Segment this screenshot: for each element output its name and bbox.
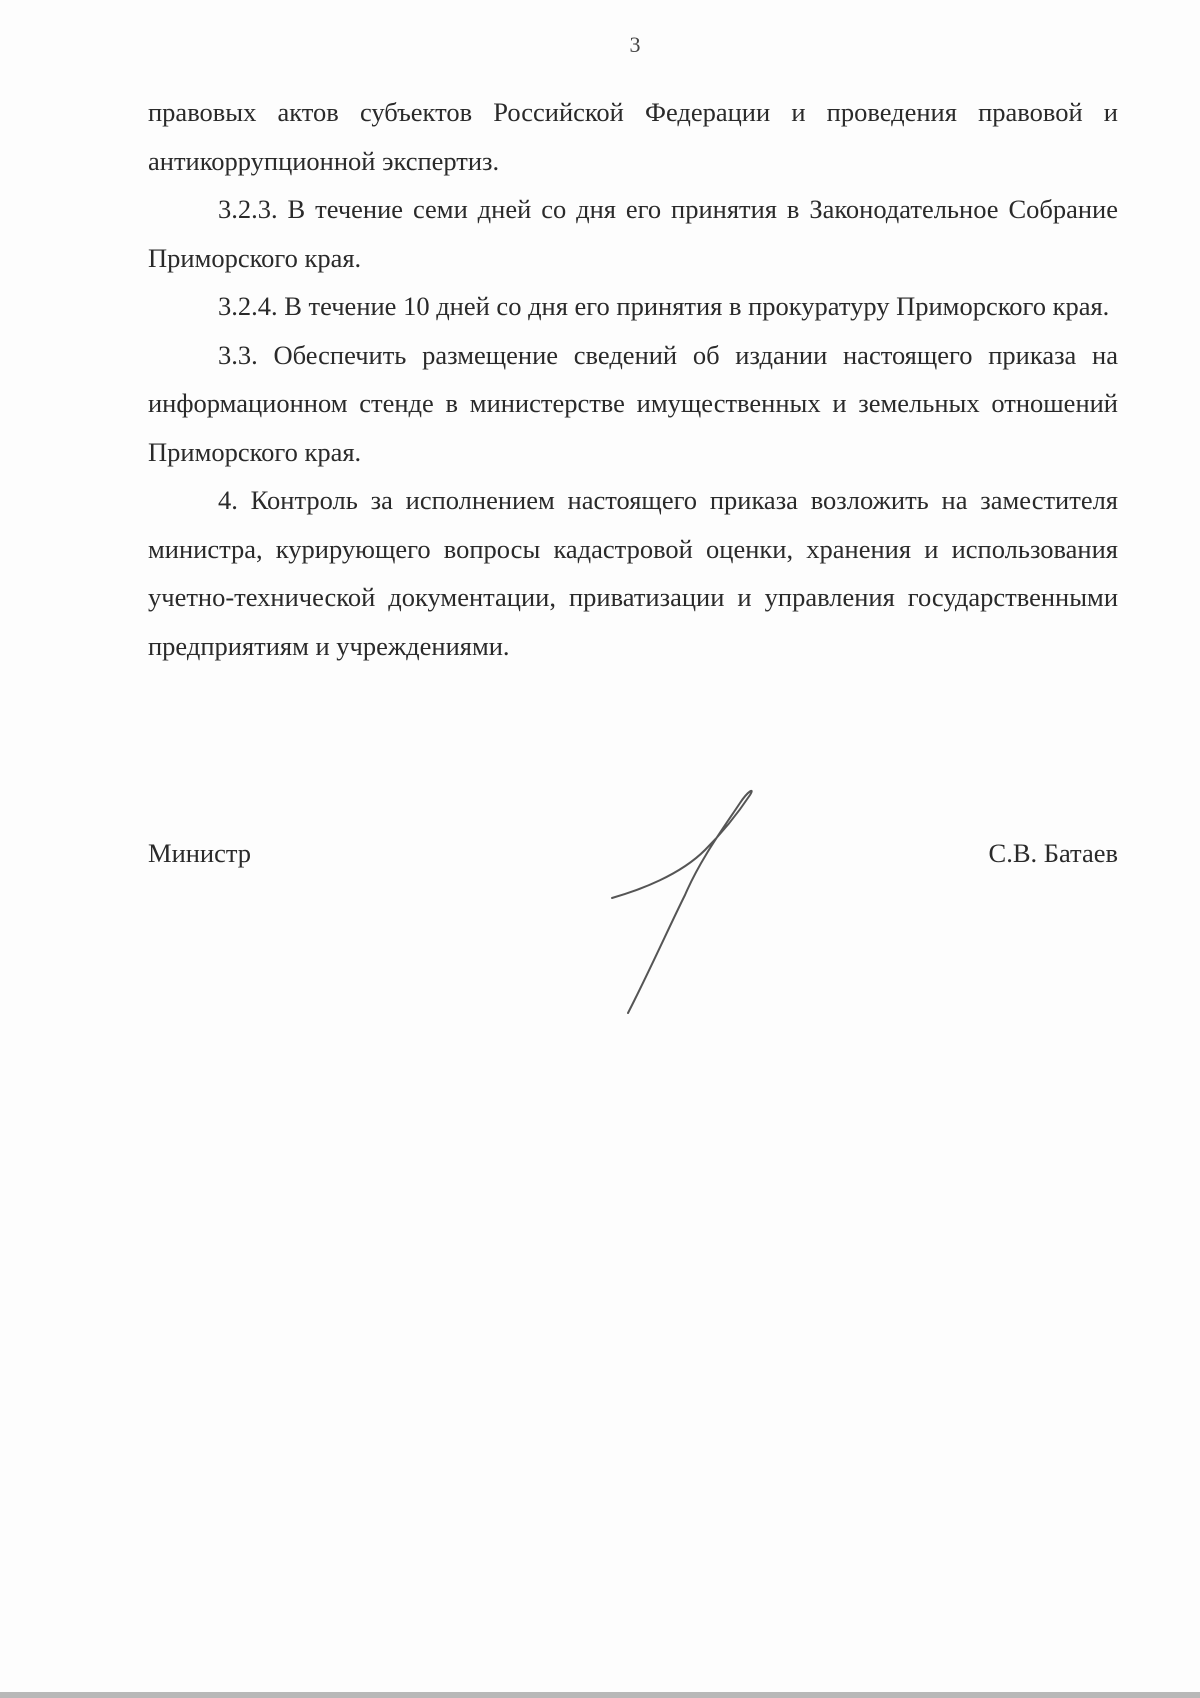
scan-bottom-edge — [0, 1692, 1200, 1698]
handwritten-signature — [600, 785, 790, 1015]
document-body — [148, 88, 1118, 670]
signer-name: С.В. Батаев — [988, 838, 1118, 868]
paragraph-3-3: 3.3. Обеспечить размещение сведений об издании настоящего приказа на информационном стенде в министерстве имущественных и земельных отношений Приморского края. — [148, 339, 1118, 467]
paragraph-4: 4. Контроль за исполнением настоящего приказа возложить на заместителя министра, курирующего вопросы кадастровой оценки, хранения и использования учетно-технической документации, приватизации и управления государственными предприятиям и учреждениями. — [148, 485, 1118, 661]
paragraph-3-2-4: 3.2.4. В течение 10 дней со дня его принятия в прокуратуру Приморского края. — [218, 291, 1110, 321]
paragraph-continuation: правовых актов субъектов Российской Федерации и проведения правовой и антикоррупционной экспертиз. — [148, 97, 1118, 176]
paragraph-3-2-3: 3.2.3. В течение семи дней со дня его принятия в Законодательное Собрание Приморского края. — [148, 194, 1118, 273]
page-number: 3 — [629, 32, 641, 57]
signer-title: Министр — [148, 838, 252, 868]
